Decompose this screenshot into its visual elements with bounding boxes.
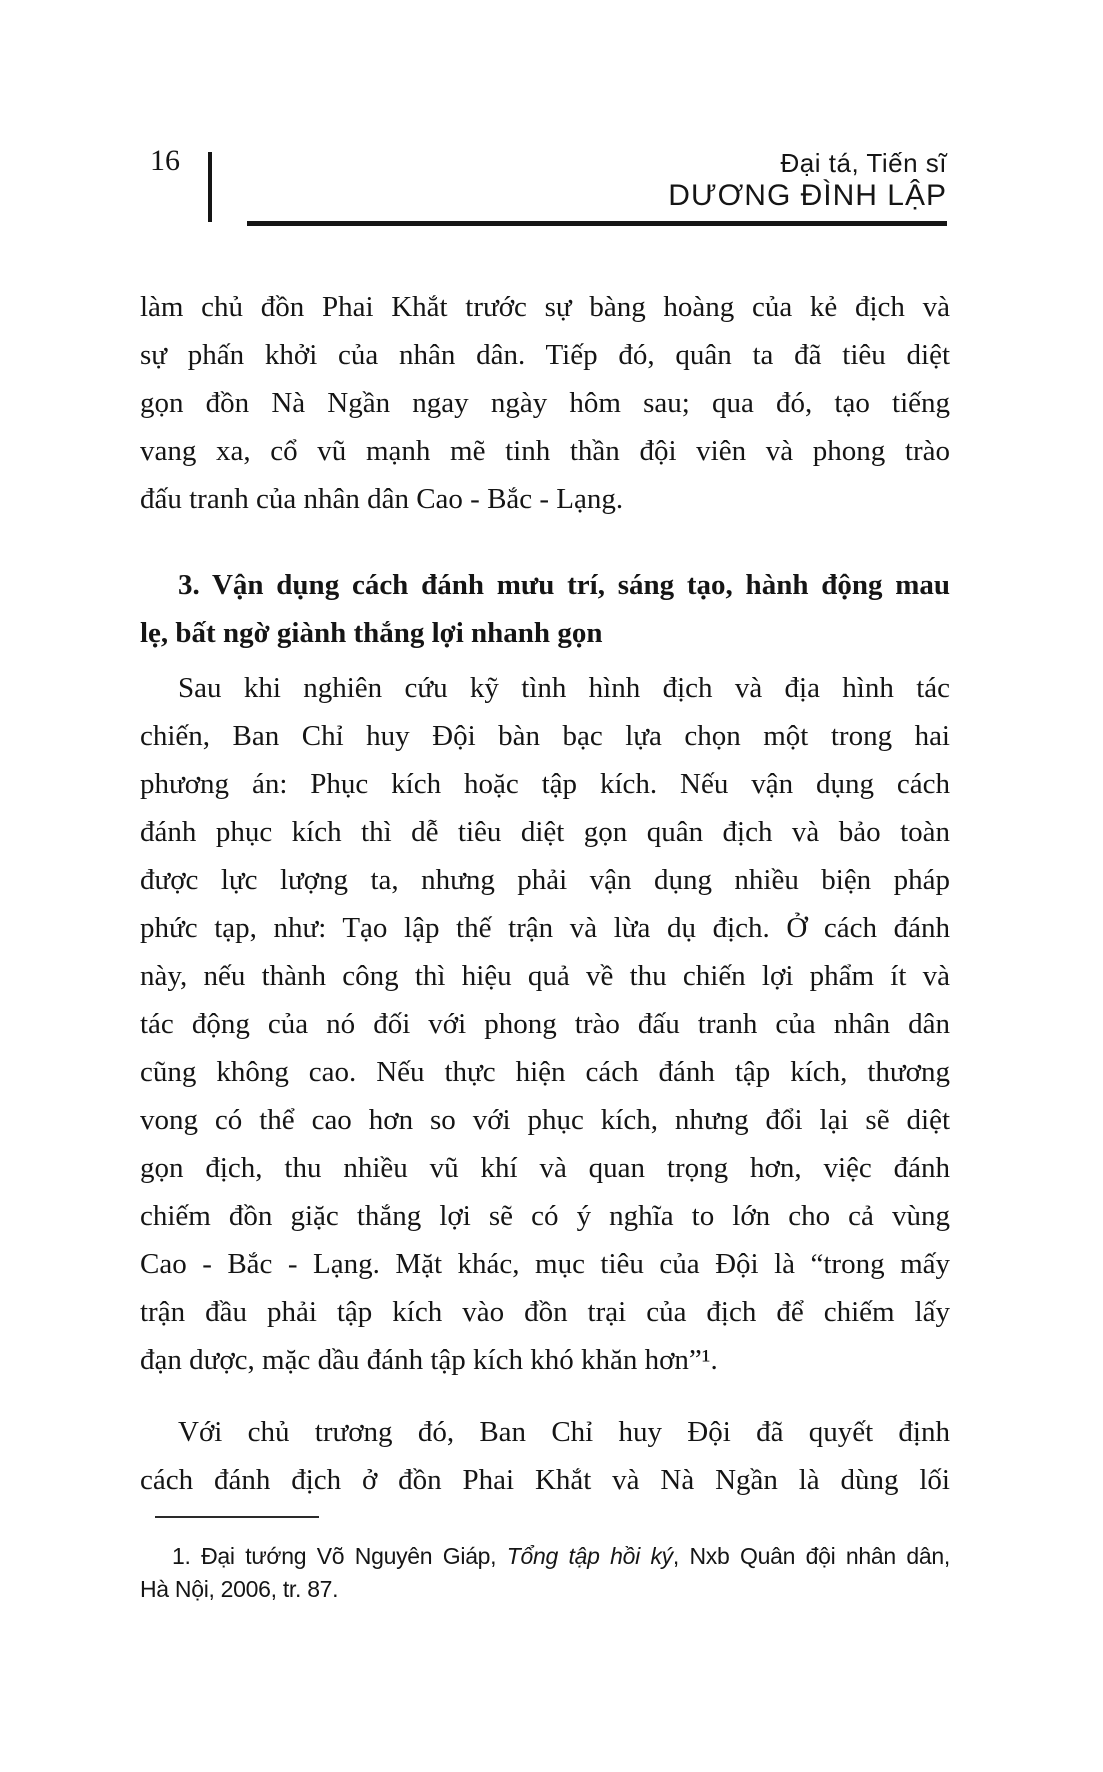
author-name: DƯƠNG ĐÌNH LẬP	[668, 179, 947, 212]
page-number: 16	[150, 144, 180, 177]
text-line: đánh phục kích thì dễ tiêu diệt gọn quân địch và bảo toàn	[140, 816, 950, 848]
paragraph-1	[140, 283, 950, 523]
text-line: Với chủ trương đó, Ban Chỉ huy Đội đã quyết định	[178, 1416, 950, 1448]
footnote	[140, 1540, 950, 1606]
footnote-citation-start: 1. Đại tướng Võ Nguyên Giáp,	[172, 1543, 507, 1569]
paragraph-3	[140, 1408, 950, 1504]
text-line: vong có thể cao hơn so với phục kích, nhưng đổi lại sẽ diệt	[140, 1104, 950, 1136]
text-line: được lực lượng ta, nhưng phải vận dụng nhiều biện pháp	[140, 864, 950, 896]
footnote-book-title: Tổng tập hồi ký	[506, 1543, 673, 1569]
text-line: này, nếu thành công thì hiệu quả về thu chiến lợi phẩm ít và	[140, 960, 950, 992]
text-line: Sau khi nghiên cứu kỹ tình hình địch và địa hình tác	[178, 672, 950, 704]
text-line: đạn dược, mặc dầu đánh tập kích khó khăn hơn”¹.	[140, 1344, 718, 1376]
footnote-rule	[155, 1516, 319, 1518]
section-heading	[140, 561, 950, 657]
text-line: vang xa, cổ vũ mạnh mẽ tinh thần đội viên và phong trào	[140, 435, 950, 467]
text-line: tác động của nó đối với phong trào đấu tranh của nhân dân	[140, 1008, 950, 1040]
footnote-line	[140, 1540, 950, 1573]
text-line: Cao - Bắc - Lạng. Mặt khác, mục tiêu của Đội là “trong mấy	[140, 1248, 950, 1280]
text-line: phức tạp, như: Tạo lập thế trận và lừa dụ địch. Ở cách đánh	[140, 912, 950, 944]
author-block	[668, 147, 947, 213]
section-heading-line: 3. Vận dụng cách đánh mưu trí, sáng tạo, hành động mau	[178, 569, 950, 601]
text-line: đấu tranh của nhân dân Cao - Bắc - Lạng.	[140, 483, 624, 515]
text-line: cách đánh địch ở đồn Phai Khắt và Nà Ngần là dùng lối	[140, 1464, 950, 1496]
section-heading-line: lẹ, bất ngờ giành thắng lợi nhanh gọn	[140, 617, 603, 649]
body-text	[140, 283, 950, 1504]
header-rule	[247, 221, 947, 226]
text-line: cũng không cao. Nếu thực hiện cách đánh tập kích, thương	[140, 1056, 950, 1088]
footnote-citation-end: , Nxb Quân đội nhân dân,	[672, 1543, 950, 1569]
text-line: làm chủ đồn Phai Khắt trước sự bàng hoàng của kẻ địch và	[140, 291, 950, 323]
text-line: chiến, Ban Chỉ huy Đội bàn bạc lựa chọn một trong hai	[140, 720, 950, 752]
text-line: gọn đồn Nà Ngần ngay ngày hôm sau; qua đó, tạo tiếng	[140, 387, 950, 419]
text-line: phương án: Phục kích hoặc tập kích. Nếu vận dụng cách	[140, 768, 950, 800]
text-line: chiếm đồn giặc thắng lợi sẽ có ý nghĩa to lớn cho cả vùng	[140, 1200, 950, 1232]
text-line: sự phấn khởi của nhân dân. Tiếp đó, quân ta đã tiêu diệt	[140, 339, 950, 371]
footnote-line: Hà Nội, 2006, tr. 87.	[140, 1576, 339, 1602]
paragraph-2	[140, 664, 950, 1384]
text-line: gọn địch, thu nhiều vũ khí và quan trọng hơn, việc đánh	[140, 1152, 950, 1184]
header-divider-bar	[208, 152, 212, 222]
text-line: trận đầu phải tập kích vào đồn trại của địch để chiếm lấy	[140, 1296, 950, 1328]
author-title: Đại tá, Tiến sĩ	[780, 148, 947, 178]
